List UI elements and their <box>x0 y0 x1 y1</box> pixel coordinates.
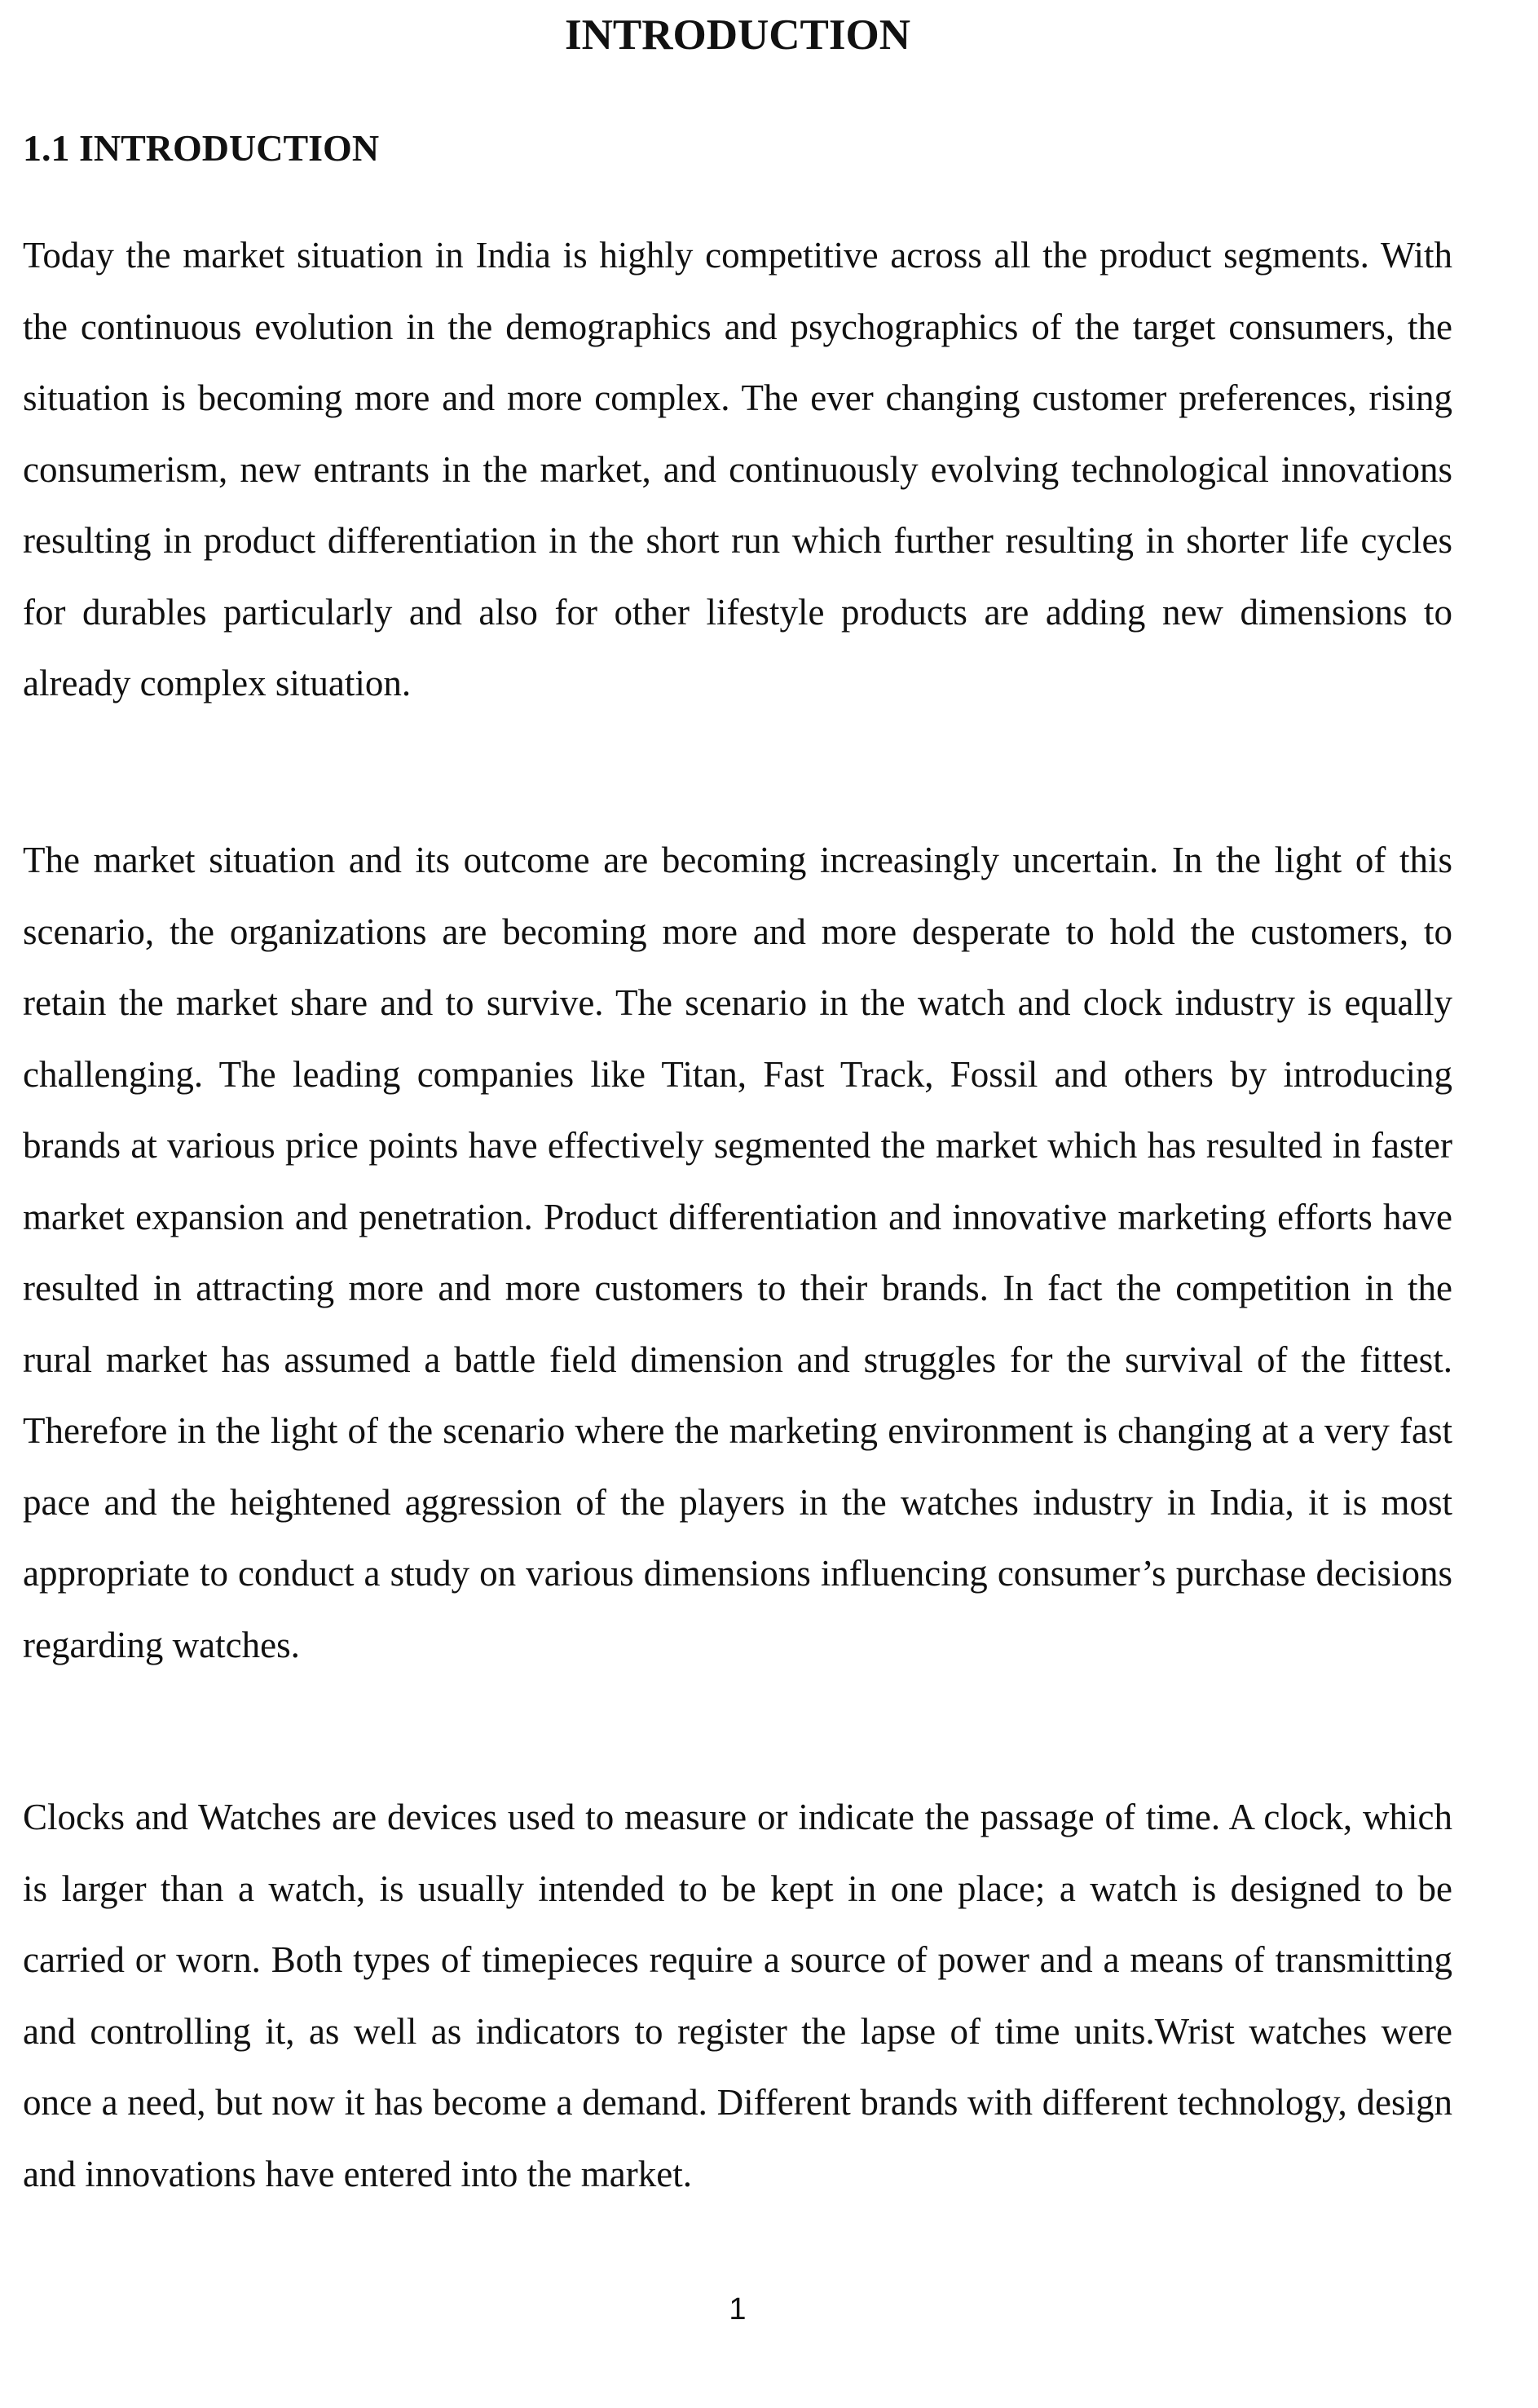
paragraph-1: Today the market situation in India is highly competitive across all the product segments. With the continuous evolution in the demographics and psychographics of the target consumers, the situation is becoming more and more complex. The ever changing customer preferences, rising consumerism, new entrants in the market, and continuously evolving technological innovations resulting in product differentiation in the short run which further resulting in shorter life cycles for durables particularly and also for other lifestyle products are adding new dimensions to already complex situation. <box>23 235 1452 703</box>
paragraph-3: Clocks and Watches are devices used to measure or indicate the passage of time. A clock, which is larger than a watch, is usually intended to be kept in one place; a watch is designed to be carried or worn. Both types of timepieces require a source of power and a means of transmitting and controlling it, as well as indicators to register the lapse of time units.Wrist watches were once a need, but now it has become a demand. Different brands with different technology, design and innovations have entered into the market. <box>23 1797 1452 2194</box>
chapter-title: INTRODUCTION <box>564 11 911 59</box>
page-number: 1 <box>729 2292 747 2326</box>
section-heading: 1.1 INTRODUCTION <box>23 127 380 169</box>
paragraph-2: The market situation and its outcome are becoming increasingly uncertain. In the light of this scenario, the organizations are becoming more and more desperate to hold the customers, to retain the market share and to survive. The scenario in the watch and clock industry is equally challenging. The leading companies like Titan, Fast Track, Fossil and others by introducing brands at various price points have effectively segmented the market which has resulted in faster market expansion and penetration. Product differentiation and innovative marketing efforts have resulted in attracting more and more customers to their brands. In fact the competition in the rural market has assumed a battle field dimension and struggles for the survival of the fittest. Therefore in the light of the scenario where the marketing environment is changing at a very fast pace and the heightened aggression of the players in the watches industry in India, it is most appropriate to conduct a study on various dimensions influencing consumer’s purchase decisions regarding watches. <box>23 840 1452 1665</box>
